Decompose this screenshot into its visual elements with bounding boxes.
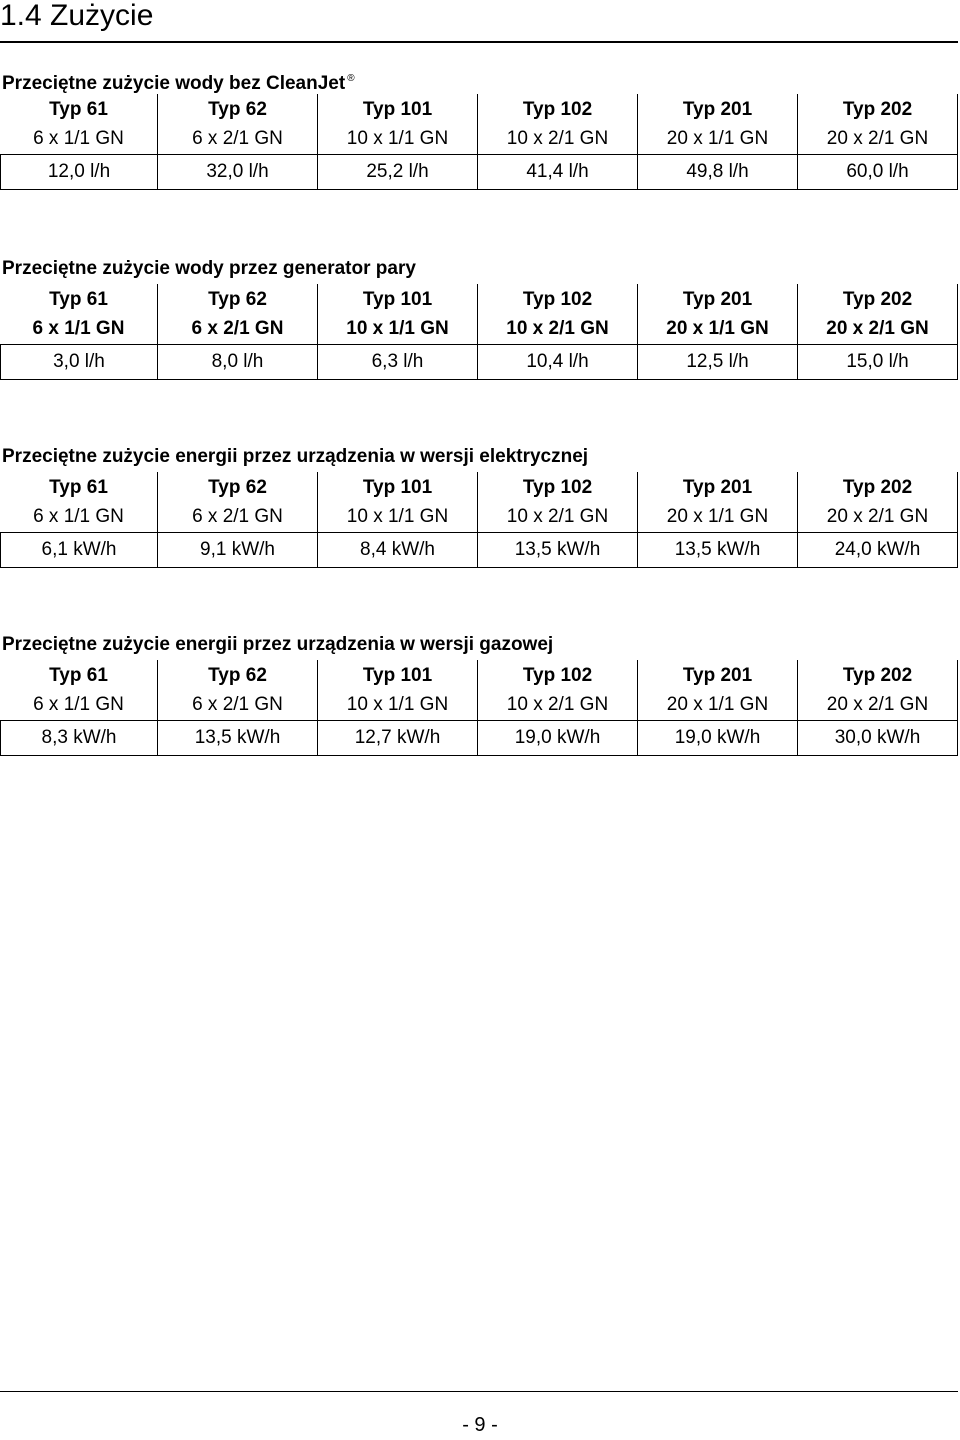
type-header-cell: Typ 61 6 x 1/1 GN — [0, 284, 158, 344]
heading-rule — [0, 41, 958, 43]
value-cell: 12,0 l/h — [0, 155, 158, 189]
table-header-row — [0, 472, 958, 533]
type-header-cell: Typ 102 10 x 2/1 GN — [478, 660, 638, 720]
value-cell: 8,4 kW/h — [318, 533, 478, 567]
type-header-cell: Typ 62 6 x 2/1 GN — [158, 660, 318, 720]
section-title: Przeciętne zużycie energii przez urządzenia w wersji gazowej — [2, 634, 554, 655]
value-cell: 19,0 kW/h — [638, 721, 798, 755]
type-header-cell: Typ 201 20 x 1/1 GN — [638, 660, 798, 720]
table-header-row — [0, 94, 958, 155]
consumption-table — [0, 660, 958, 756]
consumption-table — [0, 472, 958, 568]
footer-rule — [0, 1391, 958, 1392]
type-header-cell: Typ 202 20 x 2/1 GN — [798, 472, 958, 532]
value-cell: 13,5 kW/h — [158, 721, 318, 755]
table-value-row — [0, 155, 958, 190]
value-cell: 15,0 l/h — [798, 345, 958, 379]
section-title: Przeciętne zużycie wody bez CleanJet ® — [2, 73, 355, 94]
type-header-cell: Typ 61 6 x 1/1 GN — [0, 660, 158, 720]
value-cell: 19,0 kW/h — [478, 721, 638, 755]
registered-mark: ® — [347, 73, 355, 84]
value-cell: 9,1 kW/h — [158, 533, 318, 567]
type-header-cell: Typ 61 6 x 1/1 GN — [0, 94, 158, 154]
value-cell: 8,3 kW/h — [0, 721, 158, 755]
value-cell: 12,7 kW/h — [318, 721, 478, 755]
table-value-row — [0, 533, 958, 568]
value-cell: 49,8 l/h — [638, 155, 798, 189]
type-header-cell: Typ 61 6 x 1/1 GN — [0, 472, 158, 532]
type-header-cell: Typ 101 10 x 1/1 GN — [318, 472, 478, 532]
value-cell: 13,5 kW/h — [638, 533, 798, 567]
type-header-cell: Typ 101 10 x 1/1 GN — [318, 660, 478, 720]
value-cell: 13,5 kW/h — [478, 533, 638, 567]
type-header-cell: Typ 102 10 x 2/1 GN — [478, 284, 638, 344]
value-cell: 12,5 l/h — [638, 345, 798, 379]
value-cell: 25,2 l/h — [318, 155, 478, 189]
type-header-cell: Typ 201 20 x 1/1 GN — [638, 472, 798, 532]
value-cell: 30,0 kW/h — [798, 721, 958, 755]
table-value-row — [0, 345, 958, 380]
value-cell: 6,1 kW/h — [0, 533, 158, 567]
table-header-row — [0, 660, 958, 721]
section-title: Przeciętne zużycie energii przez urządzenia w wersji elektrycznej — [2, 446, 589, 467]
page-number: - 9 - — [462, 1414, 498, 1436]
type-header-cell: Typ 201 20 x 1/1 GN — [638, 284, 798, 344]
type-header-cell: Typ 62 6 x 2/1 GN — [158, 94, 318, 154]
type-header-cell: Typ 201 20 x 1/1 GN — [638, 94, 798, 154]
type-header-cell: Typ 102 10 x 2/1 GN — [478, 94, 638, 154]
type-header-cell: Typ 62 6 x 2/1 GN — [158, 284, 318, 344]
section-title: Przeciętne zużycie wody przez generator pary — [2, 258, 416, 279]
value-cell: 60,0 l/h — [798, 155, 958, 189]
value-cell: 32,0 l/h — [158, 155, 318, 189]
value-cell: 3,0 l/h — [0, 345, 158, 379]
value-cell: 6,3 l/h — [318, 345, 478, 379]
type-header-cell: Typ 101 10 x 1/1 GN — [318, 94, 478, 154]
type-header-cell: Typ 62 6 x 2/1 GN — [158, 472, 318, 532]
type-header-cell: Typ 202 20 x 2/1 GN — [798, 660, 958, 720]
value-cell: 41,4 l/h — [478, 155, 638, 189]
value-cell: 8,0 l/h — [158, 345, 318, 379]
type-header-cell: Typ 202 20 x 2/1 GN — [798, 284, 958, 344]
consumption-table — [0, 284, 958, 380]
table-value-row — [0, 721, 958, 756]
value-cell: 24,0 kW/h — [798, 533, 958, 567]
type-header-cell: Typ 202 20 x 2/1 GN — [798, 94, 958, 154]
page-heading: 1.4 Zużycie — [0, 0, 154, 32]
table-header-row — [0, 284, 958, 345]
type-header-cell: Typ 102 10 x 2/1 GN — [478, 472, 638, 532]
value-cell: 10,4 l/h — [478, 345, 638, 379]
type-header-cell: Typ 101 10 x 1/1 GN — [318, 284, 478, 344]
consumption-table — [0, 94, 958, 190]
